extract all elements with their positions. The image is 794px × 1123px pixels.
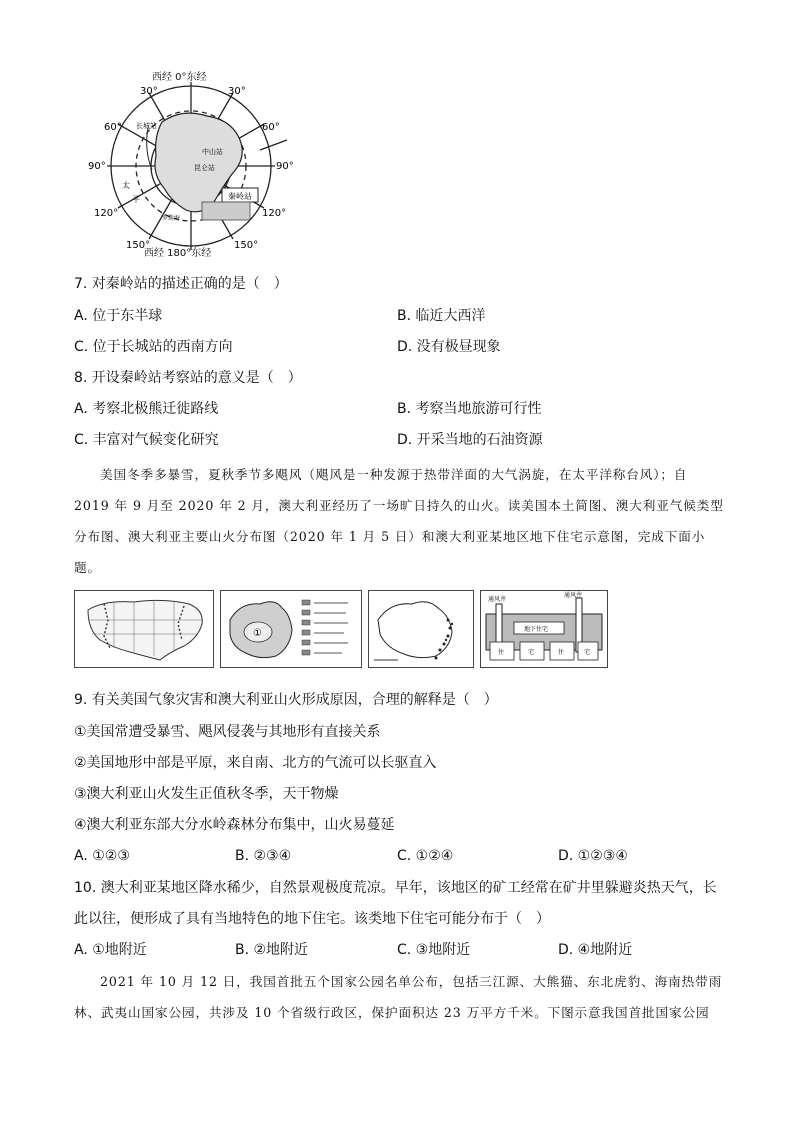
q9-statement-1: ①美国常遭受暴雪、飓风侵袭与其地形有直接关系 [74,724,381,740]
q7-option-a[interactable]: A. 位于东半球 [74,308,163,324]
antarctica-polar-map [82,70,300,258]
lon-label: 120° [262,208,287,219]
house-room-label: 宅 [528,649,535,656]
passage1-line: 2019 年 9 月至 2020 年 2 月，澳大利亚经历了一场旷日持久的山火。读美国本土简图、澳大利亚气候类型 [74,498,724,513]
zhongshan-station-label: 中山站 [202,148,223,156]
vent-shaft-label: 通风井 [564,592,583,599]
lon-label: 60° [262,122,280,133]
q9-option-c[interactable]: C. ①②④ [397,848,454,864]
q8-stem: 8. 开设秦岭站考察站的意义是（ ） [74,370,302,386]
house-room-label: 住 [558,649,565,656]
house-room-label: 住 [498,649,505,656]
great-wall-station-label: 长城站 [136,122,157,130]
q10-stem: 此以往，便形成了具有当地特色的地下住宅。该类地下住宅可能分布于（ ） [74,911,550,927]
lon-label: 60° [104,122,122,133]
sea-label: 罗斯海 [162,215,181,222]
lon-label: 150° [234,240,259,251]
lon-label: 90° [276,161,294,172]
australia-fire-map [368,590,474,668]
q7-stem: 7. 对秦岭站的描述正确的是（ ） [74,276,288,292]
ocean-char: 平 [132,195,140,204]
q10-option-a[interactable]: A. ①地附近 [74,942,147,958]
house-label: 地下住宅 [524,626,549,633]
passage1-line: 美国冬季多暴雪，夏秋季节多飓风（飓风是一种发源于热带洋面的大气涡旋，在太平洋称台风）；自 [100,467,688,482]
q8-option-a[interactable]: A. 考察北极熊迁徙路线 [74,401,219,417]
usa-map-figure [74,590,214,668]
q9-option-b[interactable]: B. ②③④ [235,848,292,864]
q7-option-b[interactable]: B. 临近大西洋 [397,308,486,324]
australia-climate-map [220,590,362,668]
lon-label: 120° [94,208,119,219]
q9-option-a[interactable]: A. ①②③ [74,848,130,864]
lon-label: 90° [88,161,106,172]
q9-stem: 9. 有关美国气象灾害和澳大利亚山火形成原因，合理的解释是（ ） [74,692,498,708]
ocean-char: 太 [122,181,130,190]
q10-option-d[interactable]: D. ④地附近 [558,942,633,958]
q9-statement-3: ③澳大利亚山火发生正值秋冬季，天干物燥 [74,786,339,802]
q10-option-b[interactable]: B. ②地附近 [235,942,309,958]
passage2-line: 2021 年 10 月 12 日，我国首批五个国家公园名单公布，包括三江源、大熊猫、东北虎豹、海南热带雨 [100,974,723,989]
passage1-line: 分布图、澳大利亚主要山火分布图（2020 年 1 月 5 日）和澳大利亚某地区地下住宅示意图，完成下面小 [74,529,706,544]
q8-option-b[interactable]: B. 考察当地旅游可行性 [397,401,542,417]
q7-option-d[interactable]: D. 没有极昼现象 [397,339,501,355]
q7-option-c[interactable]: C. 位于长城站的西南方向 [74,339,233,355]
qinling-station-label: 秦岭站 [228,192,252,201]
climate-zone-mark: ① [253,628,262,639]
lon-label: 30° [228,86,246,97]
q9-statement-4: ④澳大利亚东部大分水岭森林分布集中，山火易蔓延 [74,817,395,833]
underground-house-figure [480,590,608,668]
q8-option-d[interactable]: D. 开采当地的石油资源 [397,432,543,448]
q10-option-c[interactable]: C. ③地附近 [397,942,471,958]
vent-shaft-label: 通风井 [488,596,507,603]
lon-label: 150° [126,240,151,251]
house-room-label: 宅 [584,649,591,656]
q8-option-c[interactable]: C. 丰富对气候变化研究 [74,432,219,448]
q9-option-d[interactable]: D. ①②③④ [558,848,628,864]
passage1-line: 题。 [74,560,101,575]
lon-label: 30° [140,86,158,97]
passage2-line: 林、武夷山国家公园，共涉及 10 个省级行政区，保护面积达 23 万平方千米。下图示意我国首批国家公园 [74,1005,710,1020]
kunlun-station-label: 昆仑站 [194,164,215,172]
q10-stem: 10. 澳大利亚某地区降水稀少，自然景观极度荒凉。早年，该地区的矿工经常在矿井里躲避炎热天气，长 [74,880,717,896]
map-top-label: 西经 0°东经 [152,72,207,83]
map-bottom-label: 西经 180°东经 [144,248,212,258]
q9-statement-2: ②美国地形中部是平原，来自南、北方的气流可以长驱直入 [74,755,437,771]
